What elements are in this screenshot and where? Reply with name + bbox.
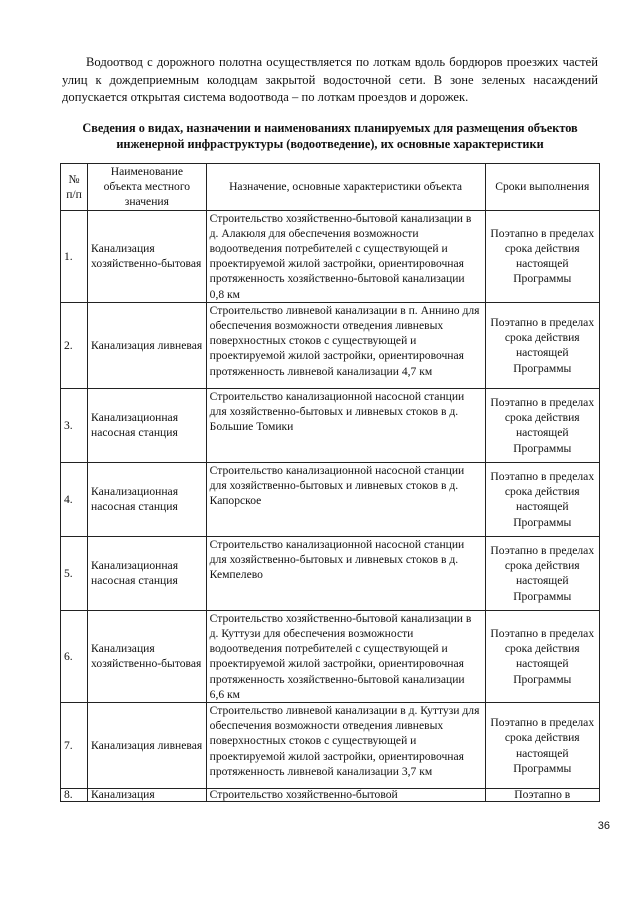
row-term: Поэтапно в пределах срока действия настоящей Программы bbox=[485, 536, 599, 610]
row-num: 6. bbox=[61, 610, 88, 702]
row-name: Канализация ливневая bbox=[88, 703, 207, 789]
intro-paragraph: Водоотвод с дорожного полотна осуществляется по лоткам вдоль бордюров проезжих частей улиц к дождеприемным колодцам закрытой водосточной сети. В зоне зеленых насаждений допускается открытая система водоотвода – по лоткам проездов и дорожек. bbox=[62, 55, 598, 104]
row-num: 4. bbox=[61, 462, 88, 536]
row-desc: Строительство ливневой канализации в п. Аннино для обеспечения возможности отведения ливневых поверхностных стоков с существующей и проектируемой жилой застройки, ориентировочная протяженность ливневой канализации 4,7 км bbox=[206, 302, 485, 388]
row-name: Канализационная насосная станция bbox=[88, 462, 207, 536]
row-num: 7. bbox=[61, 703, 88, 789]
table-row bbox=[61, 536, 600, 610]
row-name: Канализация хозяйственно-бытовая bbox=[88, 210, 207, 302]
table-row bbox=[61, 462, 600, 536]
row-name: Канализация хозяйственно-бытовая bbox=[88, 610, 207, 702]
header-num: № п/п bbox=[61, 164, 88, 211]
table-row bbox=[61, 388, 600, 462]
row-term: Поэтапно в bbox=[485, 789, 599, 802]
row-desc: Строительство хозяйственно-бытовой канализации в д. Алакюля для обеспечения возможности водоотведения потребителей с существующей и проектируемой жилой застройки, ориентировочная протяженность хозяйственно-бытовой канализации 0,8 км bbox=[206, 210, 485, 302]
row-term: Поэтапно в пределах срока действия настоящей Программы bbox=[485, 388, 599, 462]
header-name: Наименование объекта местного значения bbox=[88, 164, 207, 211]
row-name: Канализация bbox=[88, 789, 207, 802]
row-num: 8. bbox=[61, 789, 88, 802]
row-desc: Строительство канализационной насосной станции для хозяйственно-бытовых и ливневых стоков в д. Капорское bbox=[206, 462, 485, 536]
row-term: Поэтапно в пределах срока действия настоящей Программы bbox=[485, 610, 599, 702]
row-desc: Строительство ливневой канализации в д. Куттузи для обеспечения возможности отведения ливневых поверхностных стоков с существующей и проектируемой жилой застройки, ориентировочная протяженность ливневой канализации 3,7 км bbox=[206, 703, 485, 789]
table-heading: Сведения о видах, назначении и наименованиях планируемых для размещения объектов инженерной инфраструктуры (водоотведение), их основные характеристики bbox=[82, 121, 578, 151]
row-name: Канализационная насосная станция bbox=[88, 536, 207, 610]
table-row bbox=[61, 703, 600, 789]
table-row bbox=[61, 789, 600, 802]
row-num: 5. bbox=[61, 536, 88, 610]
table-row bbox=[61, 210, 600, 302]
table-row bbox=[61, 610, 600, 702]
row-num: 1. bbox=[61, 210, 88, 302]
header-desc: Назначение, основные характеристики объекта bbox=[206, 164, 485, 211]
row-term: Поэтапно в пределах срока действия настоящей Программы bbox=[485, 210, 599, 302]
row-num: 3. bbox=[61, 388, 88, 462]
row-desc: Строительство канализационной насосной станции для хозяйственно-бытовых и ливневых стоков в д. Кемпелево bbox=[206, 536, 485, 610]
row-num: 2. bbox=[61, 302, 88, 388]
row-desc: Строительство канализационной насосной станции для хозяйственно-бытовых и ливневых стоков в д. Большие Томики bbox=[206, 388, 485, 462]
row-term: Поэтапно в пределах срока действия настоящей Программы bbox=[485, 302, 599, 388]
row-term: Поэтапно в пределах срока действия настоящей Программы bbox=[485, 462, 599, 536]
row-name: Канализационная насосная станция bbox=[88, 388, 207, 462]
page-number: 36 bbox=[597, 820, 610, 832]
header-term: Сроки выполнения bbox=[485, 164, 599, 211]
row-term: Поэтапно в пределах срока действия настоящей Программы bbox=[485, 703, 599, 789]
infrastructure-table bbox=[60, 163, 600, 802]
table-row bbox=[61, 302, 600, 388]
table-header-row bbox=[61, 164, 600, 211]
row-desc: Строительство хозяйственно-бытовой канализации в д. Куттузи для обеспечения возможности водоотведения потребителей с существующей и проектируемой жилой застройки, ориентировочная протяженность хозяйственно-бытовой канализации 6,6 км bbox=[206, 610, 485, 702]
row-desc: Строительство хозяйственно-бытовой bbox=[206, 789, 485, 802]
row-name: Канализация ливневая bbox=[88, 302, 207, 388]
